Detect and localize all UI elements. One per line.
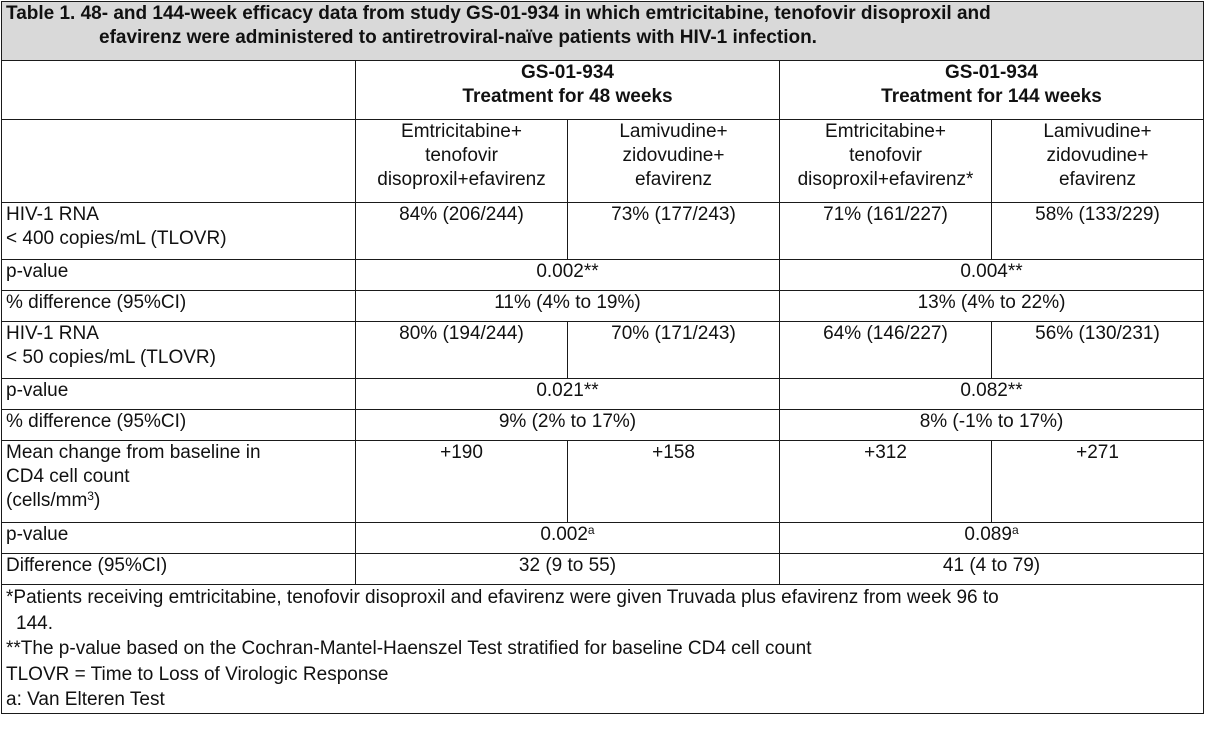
table-cell: 73% (177/243) [568, 203, 780, 260]
table-cell: 71% (161/227) [780, 203, 992, 260]
table-row [2, 322, 1204, 379]
table-row [2, 203, 1204, 260]
table-cell: 70% (171/243) [568, 322, 780, 379]
table-cell: 0.021** [356, 379, 780, 410]
empty-header-cell [2, 120, 356, 203]
arm-line: Emtricitabine+ [825, 121, 946, 142]
row-label: Difference (95%CI) [2, 554, 356, 585]
arm-header-cell [992, 120, 1204, 203]
unit-close: ) [93, 490, 101, 511]
footnote-marker: a [587, 523, 595, 537]
arm-line: Emtricitabine+ [401, 121, 522, 142]
footnote-star: *Patients receiving emtricitabine, tenofovir disoproxil and efavirenz were given Truvada plus efavirenz from week 96 to [6, 587, 999, 608]
row-label [2, 441, 356, 523]
table-cell [780, 523, 1204, 554]
efficacy-table-container [1, 1, 1203, 714]
row-label-line [6, 489, 351, 513]
table-cell [356, 523, 780, 554]
arm-line: Lamivudine+ [1043, 121, 1152, 142]
footnote-double-star: **The p-value based on the Cochran-Mantel-Haenszel Test stratified for baseline CD4 cell count [6, 638, 812, 659]
row-label-line: HIV-1 RNA [6, 204, 99, 225]
table-row [2, 410, 1204, 441]
efficacy-table [1, 1, 1204, 714]
cell-value: 0.002 [540, 524, 588, 545]
row-label: % difference (95%CI) [2, 410, 356, 441]
row-label-line: < 50 copies/mL (TLOVR) [6, 347, 216, 368]
table-cell: 32 (9 to 55) [356, 554, 780, 585]
group-header-48-weeks [356, 61, 780, 120]
table-cell: +158 [568, 441, 780, 523]
footnote-a: a: Van Elteren Test [6, 689, 165, 710]
row-label: p-value [2, 523, 356, 554]
table-cell: 80% (194/244) [356, 322, 568, 379]
arm-line: Lamivudine+ [619, 121, 728, 142]
arm-line: tenofovir [849, 145, 922, 166]
table-row [2, 441, 1204, 523]
table-cell: +312 [780, 441, 992, 523]
unit-text: (cells/mm [6, 490, 88, 511]
arm-header-cell [568, 120, 780, 203]
table-cell: 84% (206/244) [356, 203, 568, 260]
arm-line: efavirenz [1058, 169, 1137, 190]
arm-header-cell [356, 120, 568, 203]
table-title-line2: efavirenz were administered to antiretroviral-naïve patients with HIV-1 infection. [99, 27, 817, 48]
group-duration: Treatment for 48 weeks [462, 86, 673, 107]
row-label-line: Mean change from baseline in [6, 442, 261, 463]
table-row [2, 523, 1204, 554]
footnote-star-continued: 144. [16, 612, 53, 634]
group-header-row [2, 61, 1204, 120]
row-label: p-value [2, 260, 356, 291]
arm-line: zidovudine+ [1046, 145, 1149, 166]
arm-header-cell [780, 120, 992, 203]
group-study-id: GS-01-934 [945, 62, 1038, 83]
row-label-line: CD4 cell count [6, 466, 130, 487]
arm-header-row [2, 120, 1204, 203]
table-cell: 56% (130/231) [992, 322, 1204, 379]
table-title-line1: Table 1. 48- and 144-week efficacy data from study GS-01-934 in which emtricitabine, tenofovir disoproxil and [6, 3, 991, 24]
empty-header-cell [2, 61, 356, 120]
table-title [2, 2, 1204, 61]
footnote-marker: a [1011, 523, 1019, 537]
table-cell: 8% (-1% to 17%) [780, 410, 1204, 441]
table-cell: 13% (4% to 22%) [780, 291, 1204, 322]
footnote-tlovr: TLOVR = Time to Loss of Virologic Response [6, 663, 389, 685]
table-cell: 0.004** [780, 260, 1204, 291]
arm-line: tenofovir [425, 145, 498, 166]
row-label-line: HIV-1 RNA [6, 323, 99, 344]
table-cell: 9% (2% to 17%) [356, 410, 780, 441]
table-cell: +271 [992, 441, 1204, 523]
row-label: % difference (95%CI) [2, 291, 356, 322]
table-cell: 0.082** [780, 379, 1204, 410]
row-label: p-value [2, 379, 356, 410]
table-cell: 0.002** [356, 260, 780, 291]
row-label [2, 203, 356, 260]
cell-value: 0.089 [964, 524, 1012, 545]
arm-line: zidovudine+ [622, 145, 725, 166]
title-row [2, 2, 1204, 61]
table-cell: 41 (4 to 79) [780, 554, 1204, 585]
table-cell: 64% (146/227) [780, 322, 992, 379]
footnotes-row [2, 585, 1204, 714]
group-duration: Treatment for 144 weeks [881, 86, 1102, 107]
footnotes [2, 585, 1204, 714]
arm-line: efavirenz [634, 169, 713, 190]
table-row [2, 291, 1204, 322]
table-cell: 11% (4% to 19%) [356, 291, 780, 322]
row-label [2, 322, 356, 379]
group-study-id: GS-01-934 [521, 62, 614, 83]
table-row [2, 379, 1204, 410]
table-row [2, 260, 1204, 291]
table-cell: 58% (133/229) [992, 203, 1204, 260]
arm-line: disoproxil+efavirenz* [797, 169, 974, 190]
row-label-line: < 400 copies/mL (TLOVR) [6, 228, 227, 249]
group-header-144-weeks [780, 61, 1204, 120]
table-cell: +190 [356, 441, 568, 523]
unit-superscript: 3 [87, 489, 94, 503]
arm-line: disoproxil+efavirenz [377, 169, 546, 190]
table-row [2, 554, 1204, 585]
